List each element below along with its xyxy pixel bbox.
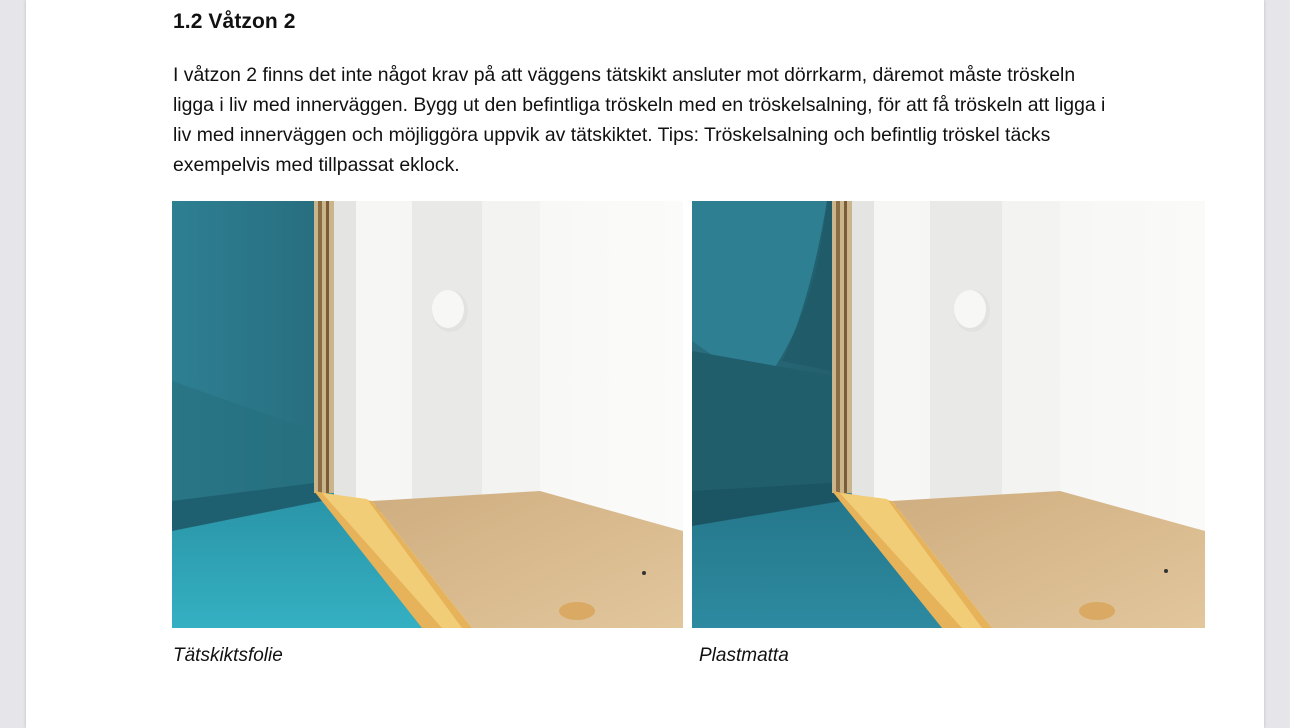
caption-tatskiktsfolie: Tätskiktsfolie [173,645,283,666]
caption-plastmatta: Plastmatta [699,645,789,666]
figure-tatskiktsfolie [172,201,683,628]
document-page [26,0,1264,728]
body-paragraph: I våtzon 2 finns det inte något krav på att väggens tätskikt ansluter mot dörrkarm, däremot måste tröskeln ligga i liv med innerväggen. Bygg ut den befintliga tröskeln med en tröskelsalning, för att få tröskeln att ligga i liv med innerväggen och möjliggöra uppvik av tätskiktet. Tips: Tröskelsalning och befintlig tröskel täcks exempelvis med tillpassat eklock. [173,64,1106,176]
door-threshold-illustration-folie [172,201,683,628]
section-heading: 1.2 Våtzon 2 [173,10,296,33]
door-threshold-illustration-plastmatta [692,201,1205,628]
figure-plastmatta [692,201,1205,628]
